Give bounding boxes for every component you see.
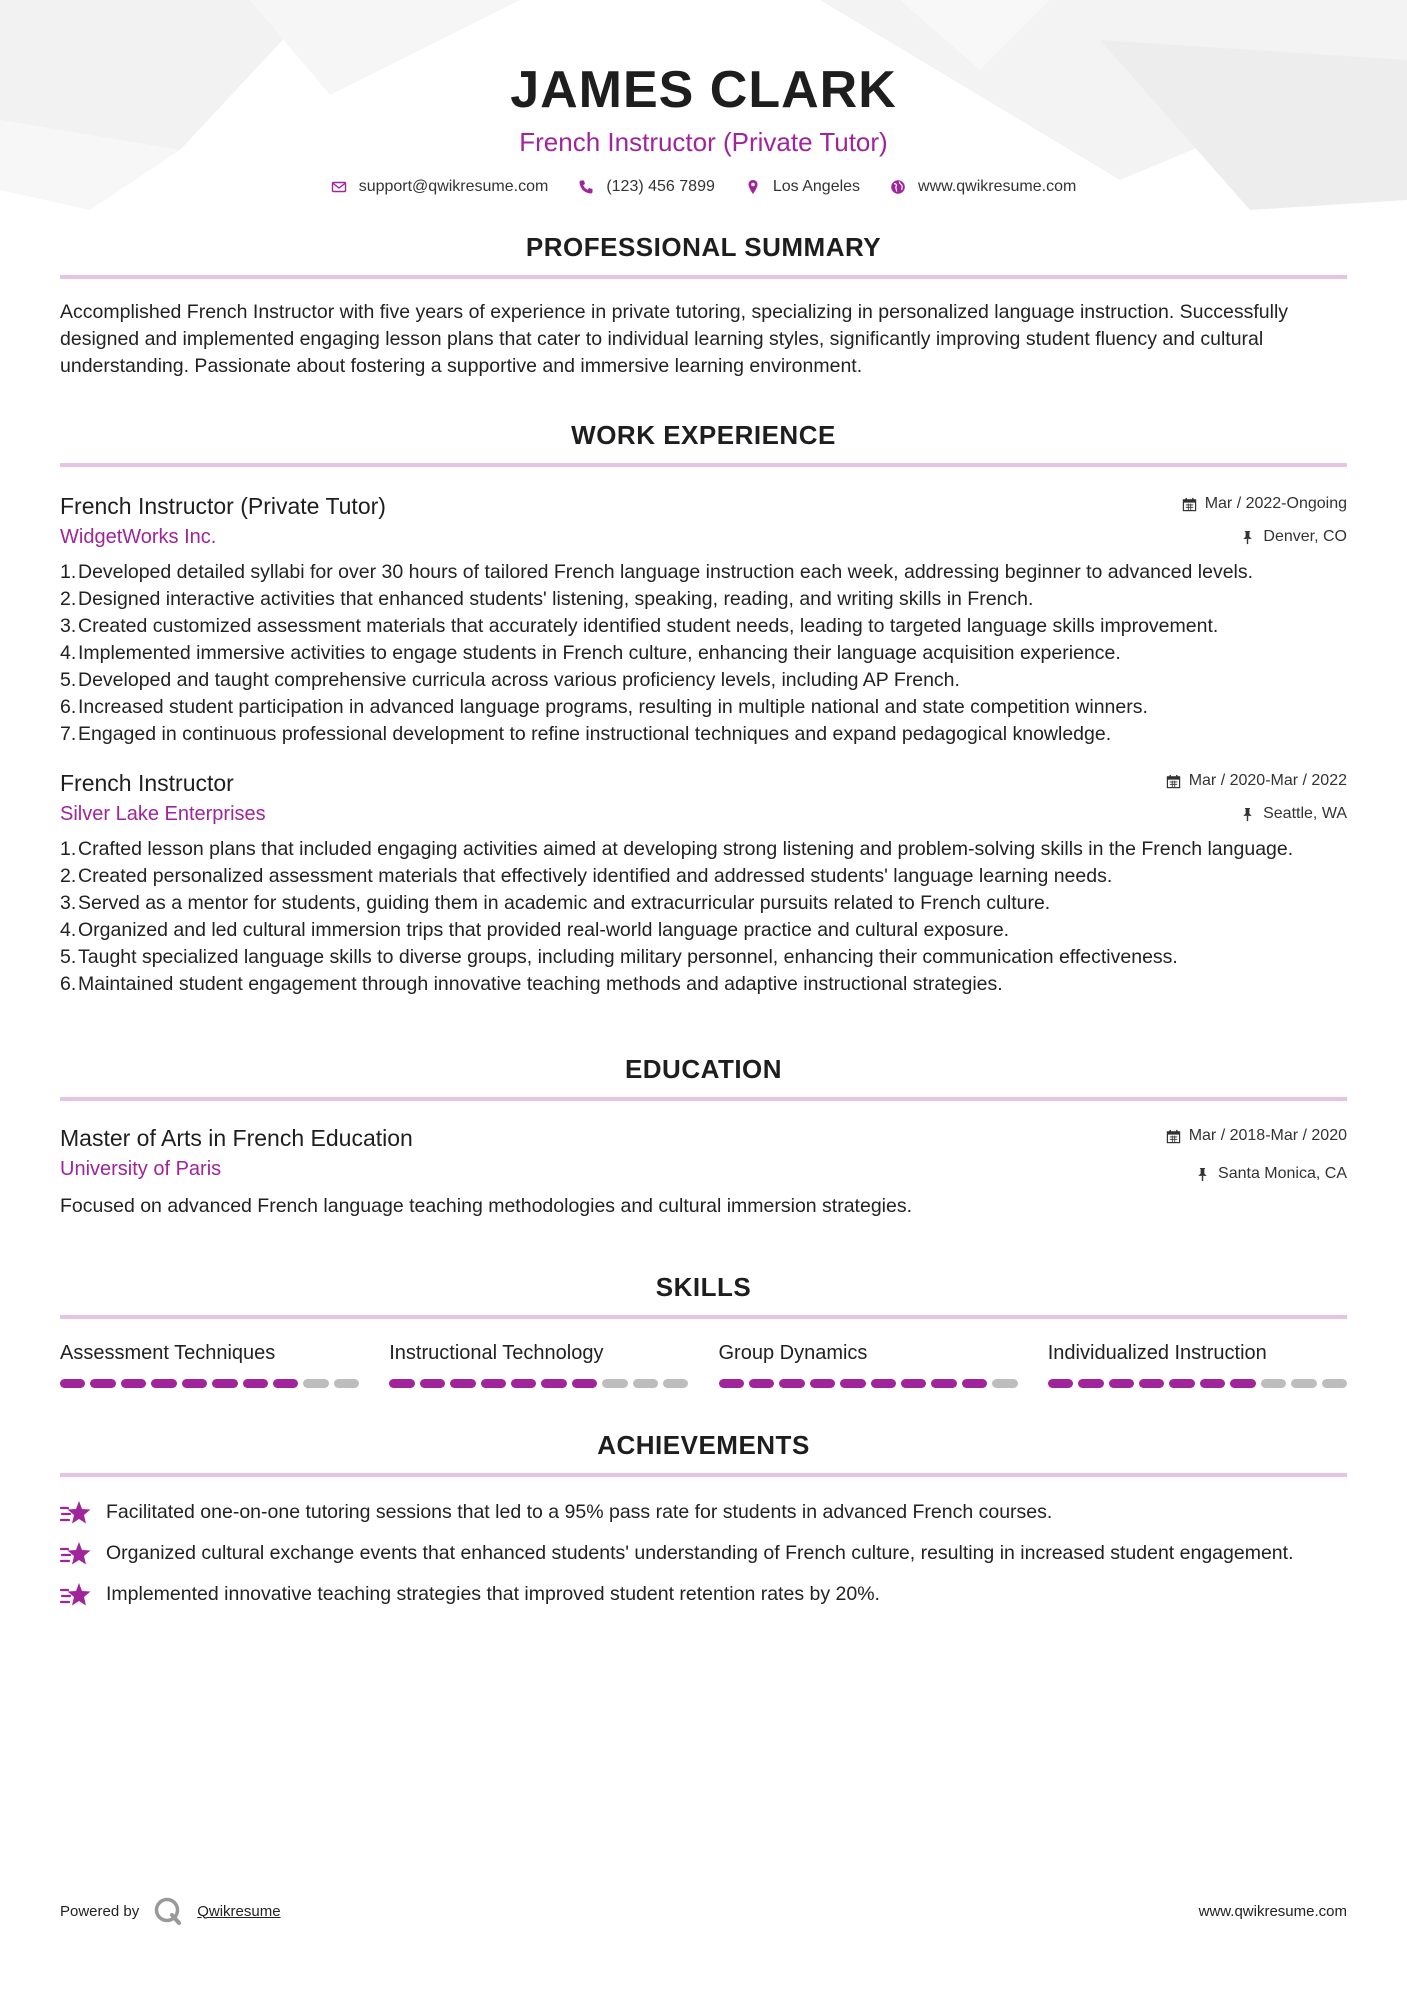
skill-segment-filled — [1230, 1379, 1255, 1388]
skill-segment-filled — [779, 1379, 804, 1388]
skill-name: Assessment Techniques — [60, 1342, 276, 1364]
skill-segment-empty — [663, 1379, 688, 1388]
education-description: Focused on advanced French language teaching methodologies and cultural immersion strategies. — [60, 1195, 913, 1217]
website-text: www.qwikresume.com — [918, 178, 1077, 195]
list-item: 7. Engaged in continuous professional development to refine instructional techniques and expand pedagogical knowledge. — [60, 723, 1112, 745]
job-dates: Mar / 2022-Ongoing — [1204, 495, 1347, 512]
skill-segment-filled — [420, 1379, 445, 1388]
achievements-heading: ACHIEVEMENTS — [60, 1430, 1347, 1477]
skill-segment-filled — [121, 1379, 146, 1388]
skill-segment-filled — [151, 1379, 176, 1388]
contact-email[interactable] — [331, 178, 549, 196]
list-item: 1. Crafted lesson plans that included engaging activities aimed at developing strong listening and problem-solving skills in the French language. — [60, 838, 1294, 860]
job-bullets — [60, 836, 1347, 998]
skill-item — [1048, 1341, 1347, 1388]
job-bullets — [60, 559, 1347, 748]
job-dates: Mar / 2020-Mar / 2022 — [1188, 772, 1347, 789]
qwikresume-logo-icon — [153, 1896, 183, 1926]
footer-website-link[interactable]: www.qwikresume.com — [1198, 1902, 1347, 1920]
skill-segment-filled — [389, 1379, 414, 1388]
list-item: 4. Implemented immersive activities to engage students in French culture, enhancing their language acquisition experience. — [60, 642, 1121, 664]
skill-segment-empty — [633, 1379, 658, 1388]
job-location: Denver, CO — [1263, 528, 1347, 545]
skill-name: Individualized Instruction — [1047, 1342, 1267, 1364]
skill-segment-empty — [334, 1379, 359, 1388]
skill-segment-filled — [572, 1379, 597, 1388]
star-icon — [60, 1499, 92, 1527]
skill-name: Instructional Technology — [389, 1342, 604, 1364]
education-dates: Mar / 2018-Mar / 2020 — [1188, 1127, 1347, 1144]
powered-by-label: Powered by — [60, 1902, 140, 1920]
skill-segment-filled — [243, 1379, 268, 1388]
contact-phone[interactable] — [578, 178, 715, 196]
pushpin-icon — [1195, 1167, 1210, 1182]
skill-segment-filled — [749, 1379, 774, 1388]
location-text: Los Angeles — [772, 178, 861, 195]
education-heading: EDUCATION — [60, 1054, 1347, 1101]
skill-segment-filled — [182, 1379, 207, 1388]
list-item: 6. Maintained student engagement through innovative teaching methods and adaptive instructional strategies. — [60, 973, 1003, 995]
achievement-item — [60, 1540, 1347, 1568]
skill-segment-filled — [871, 1379, 896, 1388]
powered-by — [60, 1896, 281, 1926]
pushpin-icon — [1240, 530, 1255, 545]
calendar-icon — [1182, 497, 1197, 512]
job-title: French Instructor (Private Tutor) — [60, 493, 386, 519]
skill-segment-filled — [1078, 1379, 1103, 1388]
summary-heading: PROFESSIONAL SUMMARY — [60, 232, 1347, 279]
skill-segment-empty — [1291, 1379, 1316, 1388]
job-company: Silver Lake Enterprises — [60, 803, 266, 825]
job-entry — [60, 770, 1347, 998]
skill-item — [389, 1341, 688, 1388]
skill-level-bar — [719, 1379, 1018, 1388]
list-item: 3. Served as a mentor for students, guiding them in academic and extracurricular pursuits related to French culture. — [60, 892, 1051, 914]
list-item: 3. Created customized assessment materials that accurately identified student needs, leading to targeted language skills improvement. — [60, 615, 1219, 637]
skills-section — [60, 1272, 1347, 1388]
skill-segment-filled — [962, 1379, 987, 1388]
map-pin-icon — [745, 179, 761, 195]
skills-list — [60, 1341, 1347, 1388]
achievement-text: Implemented innovative teaching strategies that improved student retention rates by 20%. — [106, 1583, 880, 1605]
star-icon — [60, 1581, 92, 1609]
brand-link[interactable]: Qwikresume — [197, 1902, 281, 1920]
job-title: French Instructor — [60, 770, 234, 796]
pushpin-icon — [1240, 807, 1255, 822]
skill-segment-filled — [1109, 1379, 1134, 1388]
skill-segment-filled — [1139, 1379, 1164, 1388]
skills-heading: SKILLS — [60, 1272, 1347, 1319]
skill-segment-filled — [840, 1379, 865, 1388]
skill-segment-filled — [931, 1379, 956, 1388]
phone-text: (123) 456 7899 — [606, 178, 715, 195]
list-item: 6. Increased student participation in advanced language programs, resulting in multiple national and state competition winners. — [60, 696, 1148, 718]
skill-item — [60, 1341, 359, 1388]
skill-item — [719, 1341, 1018, 1388]
candidate-title: French Instructor (Private Tutor) — [519, 127, 888, 157]
skill-segment-filled — [719, 1379, 744, 1388]
star-icon — [60, 1540, 92, 1568]
calendar-icon — [1166, 1129, 1181, 1144]
skill-segment-empty — [303, 1379, 328, 1388]
education-location: Santa Monica, CA — [1218, 1165, 1347, 1182]
degree-title: Master of Arts in French Education — [60, 1125, 413, 1151]
calendar-icon — [1166, 774, 1181, 789]
skill-segment-filled — [541, 1379, 566, 1388]
skill-segment-filled — [481, 1379, 506, 1388]
skill-level-bar — [60, 1379, 359, 1388]
skill-segment-filled — [60, 1379, 85, 1388]
achievement-text: Organized cultural exchange events that enhanced students' understanding of French culture, resulting in increased student engagement. — [106, 1542, 1294, 1564]
skill-level-bar — [389, 1379, 688, 1388]
skill-segment-filled — [1200, 1379, 1225, 1388]
skill-segment-filled — [901, 1379, 926, 1388]
list-item: 5. Taught specialized language skills to diverse groups, including military personnel, enhancing their communication effectiveness. — [60, 946, 1178, 968]
resume-header — [60, 0, 1347, 196]
skill-segment-filled — [1169, 1379, 1194, 1388]
globe-icon — [890, 179, 906, 195]
job-location: Seattle, WA — [1263, 805, 1347, 822]
list-item: 4. Organized and led cultural immersion trips that provided real-world language practice and cultural exposure. — [60, 919, 1010, 941]
skill-segment-filled — [450, 1379, 475, 1388]
list-item: 2. Designed interactive activities that enhanced students' listening, speaking, reading, and writing skills in French. — [60, 588, 1034, 610]
summary-section — [60, 232, 1347, 380]
skill-segment-filled — [212, 1379, 237, 1388]
contact-location — [745, 178, 860, 196]
achievements-list — [60, 1499, 1347, 1609]
skill-level-bar — [1048, 1379, 1347, 1388]
summary-text: Accomplished French Instructor with five years of experience in private tutoring, specializing in personalized language instruction. Successfully designed and implemented engaging lesson plans that cater to individual learning styles, significantly improving student fluency and cultural understanding. Passionate about fostering a supportive and immersive learning environment. — [60, 301, 1289, 377]
skill-segment-empty — [992, 1379, 1017, 1388]
education-section — [60, 1054, 1347, 1220]
candidate-name: JAMES CLARK — [510, 61, 897, 119]
skill-segment-empty — [1322, 1379, 1347, 1388]
job-entry — [60, 493, 1347, 748]
experience-section — [60, 420, 1347, 998]
achievements-section — [60, 1430, 1347, 1609]
skill-segment-empty — [1261, 1379, 1286, 1388]
skill-segment-empty — [602, 1379, 627, 1388]
skill-segment-filled — [1048, 1379, 1073, 1388]
list-item: 1. Developed detailed syllabi for over 30 hours of tailored French language instruction each week, addressing beginner to advanced levels. — [60, 561, 1254, 583]
contact-bar — [60, 178, 1347, 196]
page-footer — [60, 1896, 1347, 1926]
achievement-text: Facilitated one-on-one tutoring sessions that led to a 95% pass rate for students in advanced French courses. — [106, 1501, 1053, 1523]
achievement-item — [60, 1499, 1347, 1527]
skill-segment-filled — [810, 1379, 835, 1388]
school-name: University of Paris — [60, 1158, 222, 1180]
list-item: 2. Created personalized assessment materials that effectively identified and addressed students' language learning needs. — [60, 865, 1113, 887]
skill-name: Group Dynamics — [718, 1342, 868, 1364]
list-item: 5. Developed and taught comprehensive curricula across various proficiency levels, including AP French. — [60, 669, 960, 691]
phone-icon — [578, 179, 594, 195]
envelope-icon — [331, 179, 347, 195]
skill-segment-filled — [273, 1379, 298, 1388]
skill-segment-filled — [90, 1379, 115, 1388]
contact-website[interactable] — [890, 178, 1076, 196]
job-company: WidgetWorks Inc. — [60, 526, 217, 548]
achievement-item — [60, 1581, 1347, 1609]
experience-heading: WORK EXPERIENCE — [60, 420, 1347, 467]
email-text: support@qwikresume.com — [358, 178, 549, 195]
skill-segment-filled — [511, 1379, 536, 1388]
